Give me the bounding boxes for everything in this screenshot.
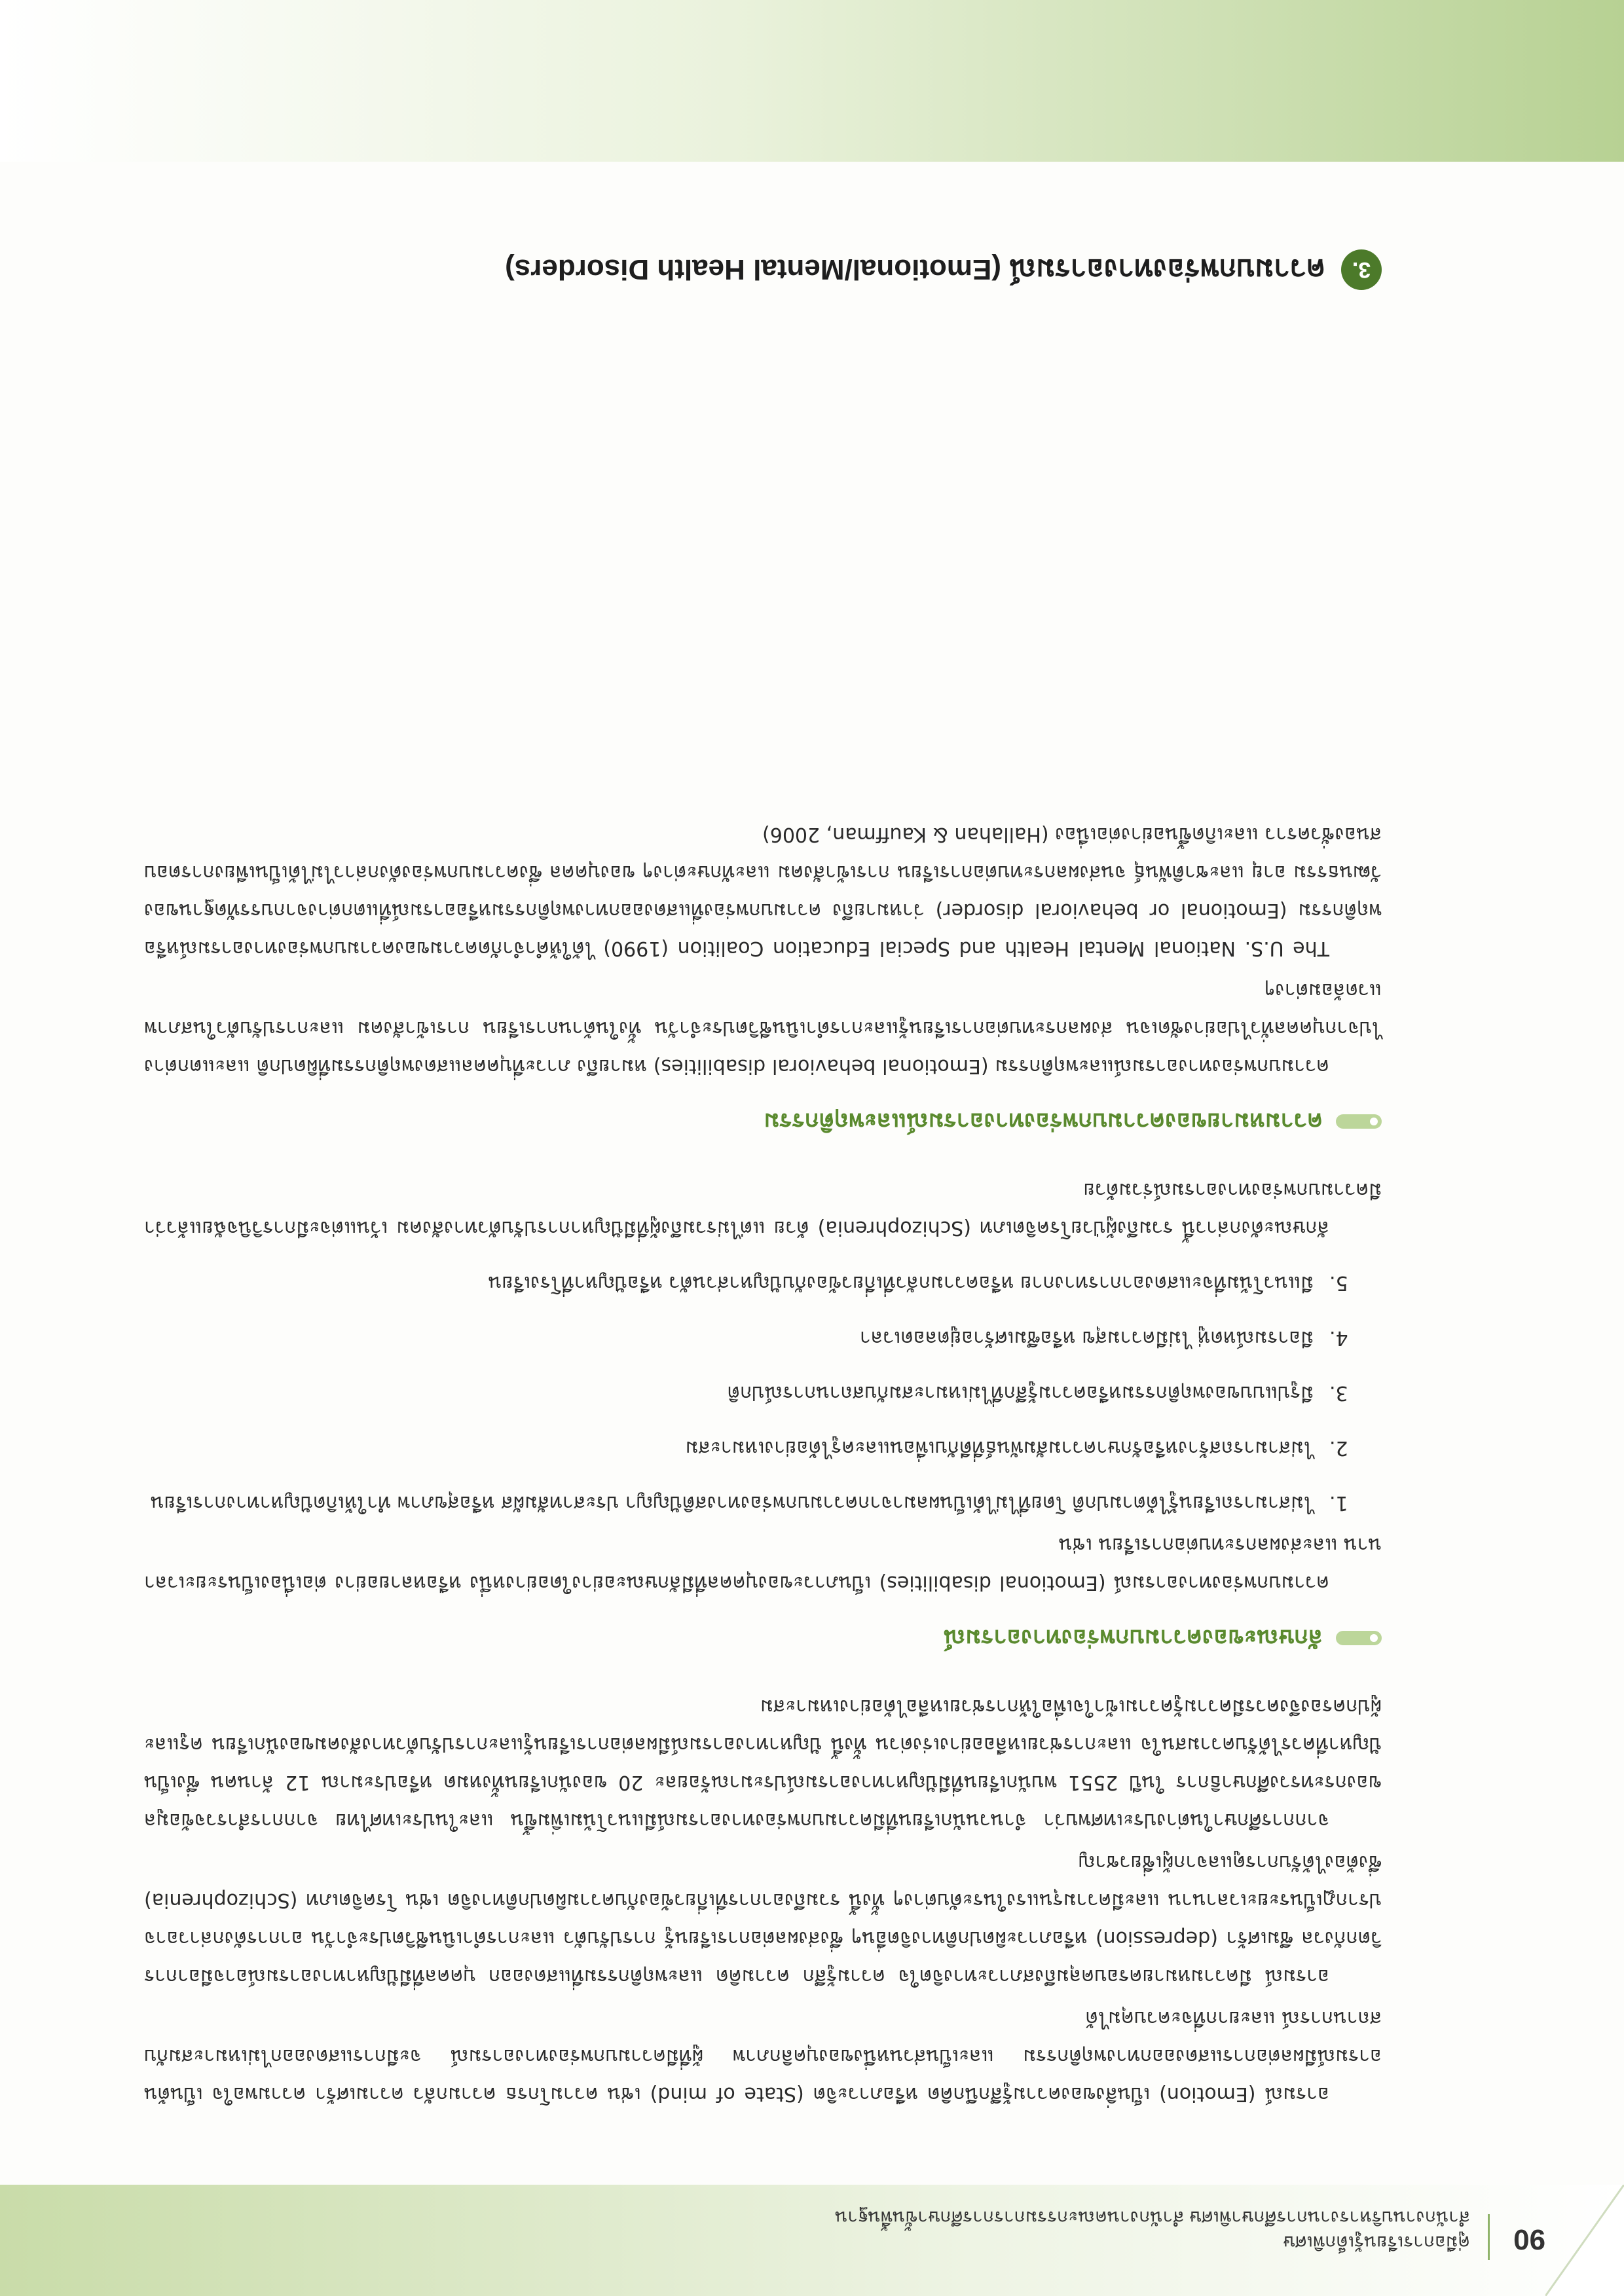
section-title: ความบกพร่องทางอารมณ์ (Emotional/Mental Health Disorders) (505, 253, 1325, 285)
definition-paragraph: The U.S. National Mental Health and Special Education Coalition (1990) ได้ให้คำจำกัดความของความบกพร่องทางอารมณ์หรือพฤติกรรม (Emotional or behavioral disorder) ว่าหมายถึง ความบกพร่องที่แสดงออกทางพฤติกรรมหรืออารมณ์ที่แตกต่างจากบรรทัดฐานของวัฒนธรรม อายุ และชาติพันธุ์ จนส่งผลกระทบต่อการเรียน การเข้าสังคม และทักษะต่างๆ ของบุคคล ซึ่งความบกพร่องดังกล่าวไม่ได้เป็นเพียงการตอบสนองชั่วคราว และเกิดขึ้นอย่างต่อเนื่อง (Hallahan & Kauffman, 2006) (144, 823, 1382, 960)
header-divider (1488, 2214, 1490, 2260)
section-number-badge: 3. (1341, 249, 1382, 290)
definition-paragraph: ความบกพร่องทางอารมณ์และพฤติกรรม (Emotional behavioral disabilities) หมายถึง ภาวะที่บุคคลแสดงพฤติกรรมที่ผิดปกติ และแตกต่างไปจากบุคคลทั่วไปอย่างชัดเจน ส่งผลกระทบต่อการเรียนรู้และการดำเนินชีวิตประจำวัน ทั้งในด้านการเรียน การเข้าสังคม และการปรับตัวในสภาพแวดล้อมต่างๆ (144, 979, 1382, 1078)
list-item (144, 1264, 1382, 1302)
bullet-pill-icon (1336, 1115, 1382, 1129)
page-content (144, 811, 1382, 2113)
bullet-pill-icon (1336, 1631, 1382, 1646)
list-text: มีรูปแบบของพฤติกรรมหรือความรู้สึกที่ไม่เหมาะสมกับสถานการณ์ปกติ (727, 1381, 1314, 1404)
subsection-title: ความหมายของความบกพร่องทางอารมณ์และพฤติกรรม (764, 1108, 1323, 1135)
list-number: 1. (1329, 1491, 1348, 1514)
subsection-lead: ความบกพร่องทางอารมณ์ (Emotional disabilities) เป็นภาวะของบุคคลที่มีลักษณะอย่างใดอย่างหนึ่ง หรือหลายอย่าง ต่อเนื่องเป็นระยะเวลานาน และส่งผลกระทบต่อการเรียน เช่น (144, 1533, 1382, 1594)
page-footer (0, 0, 1624, 162)
page-corner-decoration (1545, 2185, 1624, 2296)
header-subtitle: สำนักงานบริหารงานการศึกษาพิเศษ สำนักงานคณะกรรมการการศึกษาขั้นพื้นฐาน (835, 2208, 1470, 2228)
list-text: มีแนวโน้มที่จะแสดงอาการทางกาย หรือความกลัวที่เกี่ยวข้องกับปัญหาส่วนตัว หรือปัญหาที่โรงเรียน (488, 1271, 1314, 1294)
list-number: 5. (1329, 1271, 1348, 1294)
criteria-list (144, 1264, 1382, 1522)
page-header (0, 2185, 1624, 2296)
list-item (144, 1374, 1382, 1412)
list-text: มีอารมณ์หดหู่ ไม่มีความสุข หรือซึมเศร้าอยู่ตลอดเวลา (859, 1326, 1314, 1349)
intro-paragraph: จากการศึกษาในต่างประเทศพบว่า จำนวนนักเรียนที่มีความบกพร่องทางอารมณ์มีแนวโน้มเพิ่มขึ้น และในประเทศไทย จากการสำรวจข้อมูลของกระทรวงศึกษาธิการ ในปี 2551 พบนักเรียนที่มีปัญหาทางอารมณ์ประมาณร้อยละ 20 ของนักเรียนทั้งหมด หรือประมาณ 12 ล้านคน ซึ่งเป็นปัญหาที่ควรได้รับความสนใจ และการช่วยเหลืออย่างเร่งด่วน ทั้งนี้ ปัญหาทางอารมณ์มีผลต่อการเรียนรู้และการปรับตัวทางสังคมของนักเรียน ครูและผู้ปกครองจึงควรมีความรู้ความเข้าใจเพื่อให้การช่วยเหลือได้อย่างเหมาะสม (144, 1695, 1382, 1832)
intro-paragraph: อารมณ์ มีความหมายครอบคลุมถึงสภาวะทางจิตใจ ความรู้สึก ความคิด และพฤติกรรมที่แสดงออก บุคคลที่มีปัญหาทางอารมณ์อาจมีอาการวิตกกังวล ซึมเศร้า (depression) หรือภาวะผิดปกติทางจิตอื่นๆ ซึ่งส่งผลต่อการเรียนรู้ การปรับตัว และการดำเนินชีวิตประจำวัน อาการดังกล่าวอาจปรากฏเป็นระยะเวลานาน และมีความรุนแรงในระดับต่างๆ ทั้งนี้ รวมถึงอาการที่เกี่ยวข้องกับความผิดปกติทางจิต เช่น โรคจิตเภท (Schizophrenia) ซึ่งต้องได้รับการดูแลจากผู้เชี่ยวชาญ (144, 1851, 1382, 1988)
list-item (144, 1319, 1382, 1357)
page-number: 90 (1513, 2223, 1545, 2255)
list-number: 4. (1329, 1326, 1348, 1349)
intro-paragraph: อารมณ์ (Emotion) เป็นสิ่งของความรู้สึกนึกคิด หรือภาวะจิต (State of mind) เช่น ความโกรธ ความกลัว ความเศร้า ความพอใจ เป็นต้น อารมณ์มีผลต่อการแสดงออกทางพฤติกรรม และเป็นส่วนหนึ่งของบุคลิกภาพ ผู้ที่มีความบกพร่องทางอารมณ์ จะมีการแสดงออกไม่เหมาะสมกับสถานการณ์ และยากที่จะควบคุมได้ (144, 2007, 1382, 2105)
subsection-heading (144, 1620, 1382, 1657)
header-title: คู่มือการเรียนรู้เด็กพิเศษ (1283, 2232, 1470, 2253)
list-text: ไม่สามารถเรียนรู้ได้ตามปกติ โดยที่ไม่ได้เป็นผลมาจากความบกพร่องทางสติปัญญา ประสาทสัมผัส หรือสุขภาพ ทำให้เกิดปัญหาทางการเรียน (150, 1491, 1314, 1514)
list-number: 2. (1329, 1436, 1348, 1459)
subsection-title: ลักษณะของความบกพร่องทางอารมณ์ (943, 1625, 1323, 1652)
section-heading (505, 247, 1382, 293)
subsection-closing: ลักษณะดังกล่าวนี้ รวมถึงผู้ป่วยโรคจิตเภท (Schizophrenia) ด้วย แต่ไม่รวมถึงผู้ที่มีปัญหาการปรับตัวทางสังคม เว้นแต่จะมีการวินิจฉัยแล้วว่ามีความบกพร่องทางอารมณ์ร่วมด้วย (144, 1178, 1382, 1239)
list-text: ไม่สามารถสร้างหรือรักษาความสัมพันธ์ที่ดีกับเพื่อนและครูได้อย่างเหมาะสม (685, 1436, 1314, 1459)
subsection-heading (144, 1103, 1382, 1140)
list-item (144, 1484, 1382, 1522)
list-item (144, 1429, 1382, 1467)
list-number: 3. (1329, 1381, 1348, 1404)
